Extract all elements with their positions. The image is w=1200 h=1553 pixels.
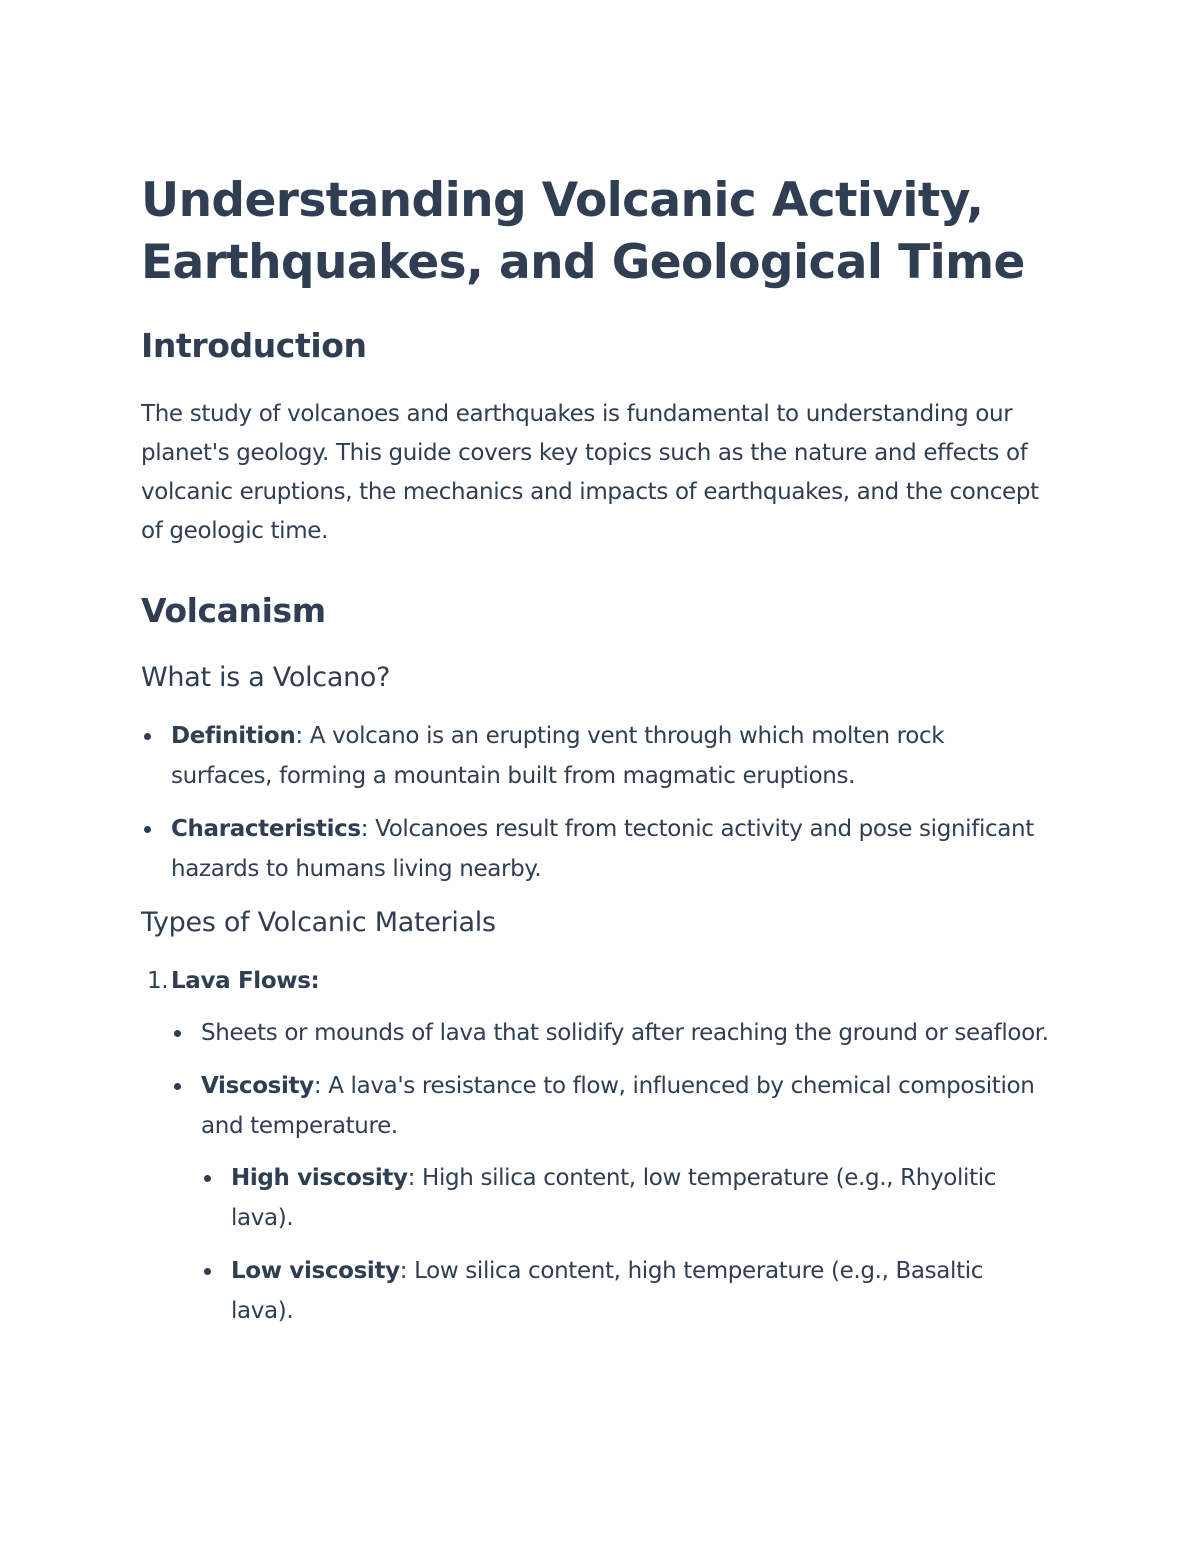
list-item-term: Definition xyxy=(171,723,296,749)
viscosity-sublist xyxy=(141,1158,1051,1331)
bullet-icon xyxy=(144,826,151,833)
list-item xyxy=(141,1066,1051,1146)
introduction-paragraph: The study of volcanoes and earthquakes is fundamental to understanding our planet's geology. This guide covers key topics such as the nature and effects of volcanic eruptions, the mechanics and impacts of earthquakes, and the concept of geologic time. xyxy=(141,401,1039,544)
list-item xyxy=(141,716,1051,796)
what-is-volcano-heading: What is a Volcano? xyxy=(141,662,391,693)
list-item xyxy=(141,1251,1051,1331)
list-item xyxy=(141,1013,1051,1053)
what-is-volcano-list xyxy=(141,716,1051,889)
list-item-term: Lava Flows xyxy=(171,968,311,994)
list-number: 1. xyxy=(147,968,169,994)
list-item-text: : Volcanoes result from tectonic activity and pose significant hazards to humans living nearby. xyxy=(171,816,1034,882)
bullet-icon xyxy=(174,1083,181,1090)
list-item xyxy=(141,809,1051,889)
bullet-icon xyxy=(204,1175,211,1182)
list-item-term: Viscosity xyxy=(201,1073,314,1099)
types-list xyxy=(141,961,1051,1001)
introduction-heading: Introduction xyxy=(141,326,367,365)
document-page xyxy=(141,160,1051,1331)
list-item-text: : Low silica content, high temperature (e.g., Basaltic lava). xyxy=(231,1258,984,1324)
list-item-term: Low viscosity xyxy=(231,1258,400,1284)
list-item xyxy=(141,1158,1051,1238)
list-item-term: High viscosity xyxy=(231,1165,408,1191)
list-item-text: : High silica content, low temperature (e.g., Rhyolitic lava). xyxy=(231,1165,997,1231)
lava-flows-sublist xyxy=(141,1013,1051,1146)
types-heading: Types of Volcanic Materials xyxy=(141,907,496,938)
list-item-term: Characteristics xyxy=(171,816,361,842)
document-title: Understanding Volcanic Activity, Earthquakes, and Geological Time xyxy=(141,173,1025,290)
list-item-text: : A volcano is an erupting vent through which molten rock surfaces, forming a mountain built from magmatic eruptions. xyxy=(171,723,945,789)
numbered-list-item xyxy=(141,961,1051,1001)
bullet-icon xyxy=(144,733,151,740)
list-item-text: : A lava's resistance to flow, influenced by chemical composition and temperature. xyxy=(201,1073,1035,1139)
bullet-icon xyxy=(174,1030,181,1037)
list-item-text: Sheets or mounds of lava that solidify after reaching the ground or seafloor. xyxy=(201,1020,1049,1046)
volcanism-heading: Volcanism xyxy=(141,591,326,630)
bullet-icon xyxy=(204,1268,211,1275)
list-item-suffix: : xyxy=(310,968,320,994)
